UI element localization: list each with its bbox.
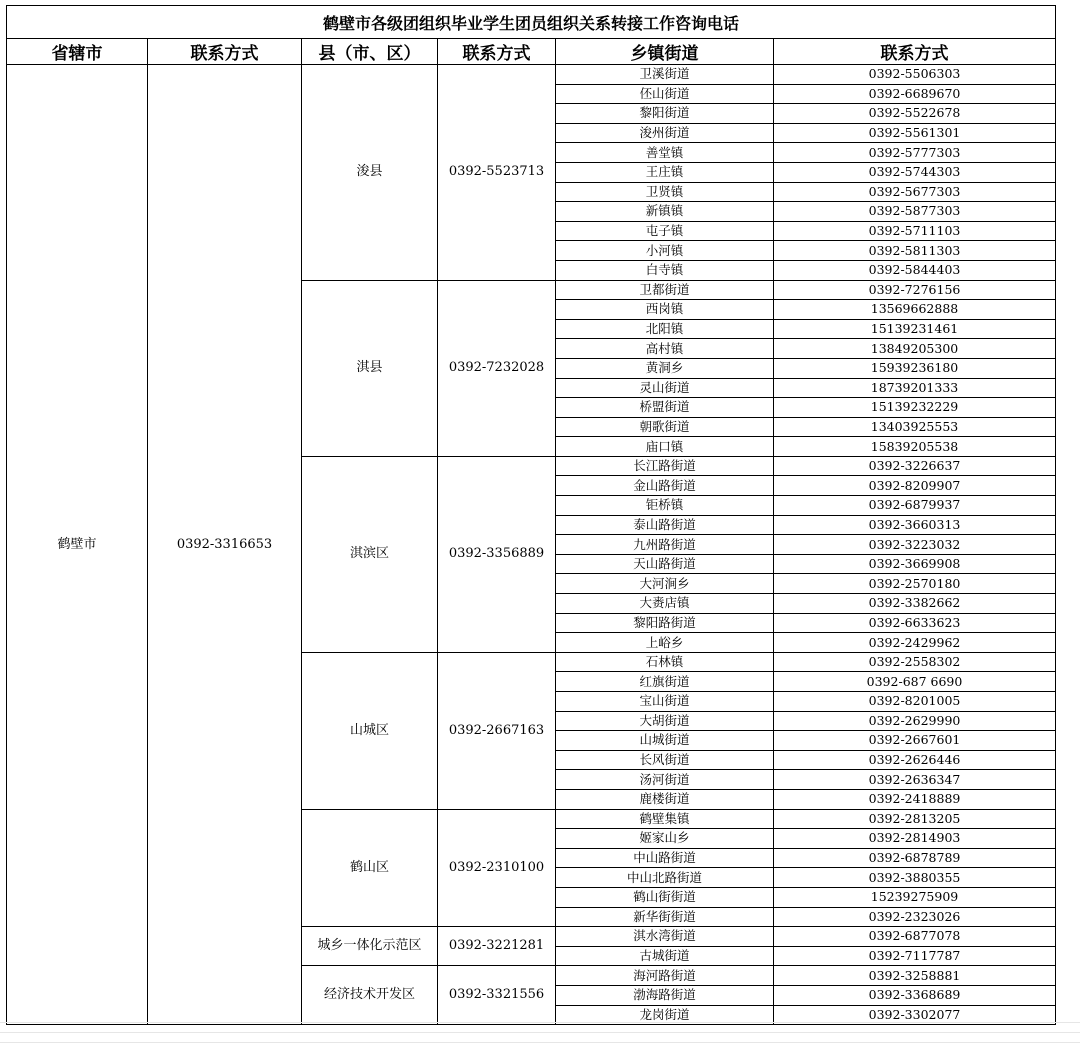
- town-phone-cell: 0392-3226637: [774, 456, 1056, 476]
- town-phone-cell: 15939236180: [774, 358, 1056, 378]
- town-name-cell: 石林镇: [556, 652, 774, 672]
- city-name-cell: 鹤壁市: [7, 65, 148, 1025]
- town-name-cell: 黎阳路街道: [556, 613, 774, 633]
- town-phone-cell: 0392-2429962: [774, 633, 1056, 653]
- town-name-cell: 王庄镇: [556, 162, 774, 182]
- town-name-cell: 桥盟街道: [556, 398, 774, 418]
- contact-sheet: [6, 5, 1056, 1025]
- town-name-cell: 九州路街道: [556, 535, 774, 555]
- town-phone-cell: 0392-3368689: [774, 985, 1056, 1005]
- town-phone-cell: 0392-3258881: [774, 966, 1056, 986]
- county-phone-cell: 0392-2667163: [438, 652, 556, 809]
- town-name-cell: 山城街道: [556, 731, 774, 751]
- county-phone-cell: 0392-7232028: [438, 280, 556, 456]
- town-name-cell: 姬家山乡: [556, 829, 774, 849]
- town-name-cell: 黎阳街道: [556, 104, 774, 124]
- town-name-cell: 善堂镇: [556, 143, 774, 163]
- town-name-cell: 庙口镇: [556, 437, 774, 457]
- town-phone-cell: 0392-2813205: [774, 809, 1056, 829]
- town-phone-cell: 0392-2558302: [774, 652, 1056, 672]
- town-phone-cell: 0392-5711103: [774, 221, 1056, 241]
- title-row: [7, 6, 1056, 39]
- town-phone-cell: 0392-5777303: [774, 143, 1056, 163]
- town-name-cell: 鹤壁集镇: [556, 809, 774, 829]
- town-name-cell: 鹤山街街道: [556, 887, 774, 907]
- town-phone-cell: 0392-5561301: [774, 123, 1056, 143]
- town-name-cell: 长风街道: [556, 750, 774, 770]
- town-name-cell: 屯子镇: [556, 221, 774, 241]
- town-phone-cell: 0392-2629990: [774, 711, 1056, 731]
- town-name-cell: 古城街道: [556, 946, 774, 966]
- city-phone-cell: 0392-3316653: [148, 65, 302, 1025]
- town-phone-cell: 0392-5744303: [774, 162, 1056, 182]
- header-county-phone: 联系方式: [438, 39, 556, 65]
- header-town: 乡镇街道: [556, 39, 774, 65]
- town-name-cell: 大赉店镇: [556, 594, 774, 614]
- town-name-cell: 卫溪街道: [556, 65, 774, 85]
- town-name-cell: 朝歌街道: [556, 417, 774, 437]
- town-phone-cell: 0392-2323026: [774, 907, 1056, 927]
- town-phone-cell: 0392-3669908: [774, 554, 1056, 574]
- town-phone-cell: 15139232229: [774, 398, 1056, 418]
- county-phone-cell: 0392-3221281: [438, 927, 556, 966]
- town-name-cell: 龙岗街道: [556, 1005, 774, 1025]
- town-phone-cell: 0392-5506303: [774, 65, 1056, 85]
- town-name-cell: 新华街街道: [556, 907, 774, 927]
- town-name-cell: 金山路街道: [556, 476, 774, 496]
- town-name-cell: 汤河街道: [556, 770, 774, 790]
- town-name-cell: 高村镇: [556, 339, 774, 359]
- town-phone-cell: 0392-2626446: [774, 750, 1056, 770]
- county-name-cell: 城乡一体化示范区: [302, 927, 438, 966]
- town-phone-cell: 0392-2667601: [774, 731, 1056, 751]
- town-name-cell: 鹿楼街道: [556, 789, 774, 809]
- town-name-cell: 白寺镇: [556, 260, 774, 280]
- county-name-cell: 经济技术开发区: [302, 966, 438, 1025]
- town-name-cell: 泰山路街道: [556, 515, 774, 535]
- header-row: [7, 39, 1056, 65]
- town-phone-cell: 0392-6633623: [774, 613, 1056, 633]
- county-name-cell: 鹤山区: [302, 809, 438, 927]
- county-phone-cell: 0392-2310100: [438, 809, 556, 927]
- town-phone-cell: 0392-7276156: [774, 280, 1056, 300]
- town-phone-cell: 0392-3382662: [774, 594, 1056, 614]
- town-name-cell: 渤海路街道: [556, 985, 774, 1005]
- county-phone-cell: 0392-3321556: [438, 966, 556, 1025]
- county-name-cell: 山城区: [302, 652, 438, 809]
- town-phone-cell: 0392-3223032: [774, 535, 1056, 555]
- town-name-cell: 中山路街道: [556, 848, 774, 868]
- header-county: 县（市、区）: [302, 39, 438, 65]
- town-phone-cell: 15839205538: [774, 437, 1056, 457]
- town-phone-cell: 0392-6689670: [774, 84, 1056, 104]
- town-phone-cell: 0392-5677303: [774, 182, 1056, 202]
- town-phone-cell: 0392-7117787: [774, 946, 1056, 966]
- town-name-cell: 海河路街道: [556, 966, 774, 986]
- town-name-cell: 长江路街道: [556, 456, 774, 476]
- town-name-cell: 宝山街道: [556, 692, 774, 712]
- town-phone-cell: 0392-687 6690: [774, 672, 1056, 692]
- town-name-cell: 中山北路街道: [556, 868, 774, 888]
- town-name-cell: 北阳镇: [556, 319, 774, 339]
- header-city-phone: 联系方式: [148, 39, 302, 65]
- town-name-cell: 上峪乡: [556, 633, 774, 653]
- town-phone-cell: 0392-5522678: [774, 104, 1056, 124]
- town-name-cell: 小河镇: [556, 241, 774, 261]
- town-phone-cell: 0392-8209907: [774, 476, 1056, 496]
- town-phone-cell: 0392-6878789: [774, 848, 1056, 868]
- town-name-cell: 天山路街道: [556, 554, 774, 574]
- town-name-cell: 浚州街道: [556, 123, 774, 143]
- town-phone-cell: 0392-2418889: [774, 789, 1056, 809]
- town-phone-cell: 0392-5811303: [774, 241, 1056, 261]
- town-phone-cell: 0392-5877303: [774, 202, 1056, 222]
- town-phone-cell: 0392-2570180: [774, 574, 1056, 594]
- town-phone-cell: 13569662888: [774, 300, 1056, 320]
- town-phone-cell: 0392-8201005: [774, 692, 1056, 712]
- town-phone-cell: 15239275909: [774, 887, 1056, 907]
- town-name-cell: 新镇镇: [556, 202, 774, 222]
- town-name-cell: 卫贤镇: [556, 182, 774, 202]
- town-name-cell: 淇水湾街道: [556, 927, 774, 947]
- page-title: 鹤壁市各级团组织毕业学生团员组织关系转接工作咨询电话: [7, 6, 1056, 39]
- table-row: [7, 65, 1056, 85]
- town-phone-cell: 13403925553: [774, 417, 1056, 437]
- header-city: 省辖市: [7, 39, 148, 65]
- town-name-cell: 黄洞乡: [556, 358, 774, 378]
- town-name-cell: 红旗街道: [556, 672, 774, 692]
- town-phone-cell: 15139231461: [774, 319, 1056, 339]
- town-phone-cell: 0392-3302077: [774, 1005, 1056, 1025]
- town-phone-cell: 0392-2814903: [774, 829, 1056, 849]
- county-name-cell: 浚县: [302, 65, 438, 281]
- town-phone-cell: 0392-3880355: [774, 868, 1056, 888]
- town-phone-cell: 0392-2636347: [774, 770, 1056, 790]
- county-phone-cell: 0392-3356889: [438, 456, 556, 652]
- town-name-cell: 大胡街道: [556, 711, 774, 731]
- town-name-cell: 钜桥镇: [556, 496, 774, 516]
- town-phone-cell: 0392-3660313: [774, 515, 1056, 535]
- town-name-cell: 灵山街道: [556, 378, 774, 398]
- town-phone-cell: 0392-6877078: [774, 927, 1056, 947]
- town-phone-cell: 0392-5844403: [774, 260, 1056, 280]
- county-name-cell: 淇县: [302, 280, 438, 456]
- town-name-cell: 卫都街道: [556, 280, 774, 300]
- header-town-phone: 联系方式: [774, 39, 1056, 65]
- county-name-cell: 淇滨区: [302, 456, 438, 652]
- town-name-cell: 大河涧乡: [556, 574, 774, 594]
- town-phone-cell: 13849205300: [774, 339, 1056, 359]
- contacts-table: [6, 5, 1056, 1025]
- town-name-cell: 伾山街道: [556, 84, 774, 104]
- town-phone-cell: 0392-6879937: [774, 496, 1056, 516]
- empty-spreadsheet-rows: [0, 1022, 1080, 1043]
- town-phone-cell: 18739201333: [774, 378, 1056, 398]
- county-phone-cell: 0392-5523713: [438, 65, 556, 281]
- town-name-cell: 西岗镇: [556, 300, 774, 320]
